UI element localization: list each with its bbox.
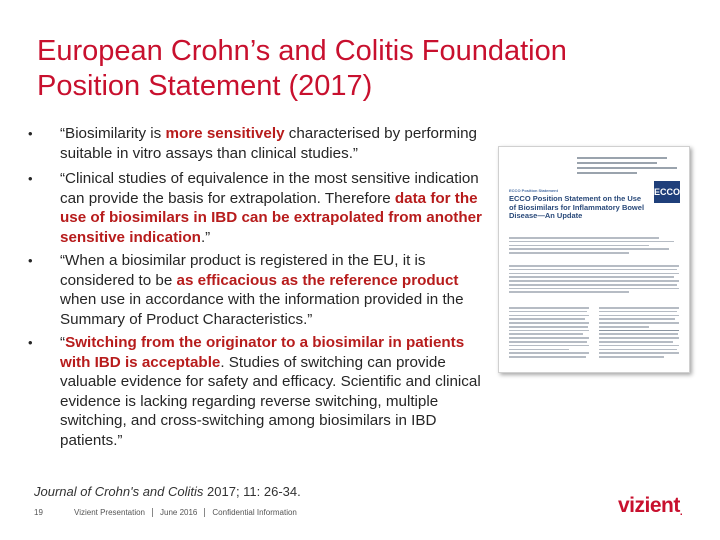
bullet-marker: • xyxy=(28,126,33,141)
article-title: ECCO Position Statement on the Use of Biosimilars for Inflammatory Bowel Disease—An Update xyxy=(509,194,645,220)
ecco-badge: ECCO xyxy=(654,181,680,203)
quote-2-text-a: “Clinical studies of equivalence in the most sensitive indication can provide the basis for extrapolation. Therefore xyxy=(60,170,479,207)
footer-date: June 2016 xyxy=(160,508,198,517)
citation-journal: Journal of Crohn's and Colitis xyxy=(34,484,204,499)
journal-header-lines xyxy=(577,157,677,177)
quote-item-1 xyxy=(28,124,498,163)
page-number: 19 xyxy=(34,508,43,517)
footer-presentation: Vizient Presentation xyxy=(74,508,146,517)
quote-2-text-b: .” xyxy=(200,228,211,246)
footer-confidentiality: Confidential Information xyxy=(212,508,297,517)
quote-3-text-b: when use in accordance with the information provided in the Summary of Product Characteristics.” xyxy=(60,291,464,328)
quote-1-highlight: more sensitively xyxy=(165,125,285,142)
article-abstract-lines xyxy=(509,265,679,295)
footer-divider xyxy=(152,508,153,517)
quote-3-text-a: “When a biosimilar product is registered in the EU, it is considered to be xyxy=(60,252,426,289)
logo-dot: . xyxy=(679,507,683,518)
journal-citation xyxy=(34,484,301,499)
quote-4-highlight: Switching from the originator to a biosimilar in patients with IBD is acceptable xyxy=(60,334,465,371)
article-section-label: ECCO Position Statement xyxy=(509,188,558,193)
footer-text xyxy=(74,508,297,517)
bullet-marker: • xyxy=(28,171,33,186)
quote-list xyxy=(28,124,498,450)
footer-divider xyxy=(204,508,205,517)
bullet-marker: • xyxy=(28,253,33,268)
article-column-left xyxy=(509,307,589,360)
quote-item-3 xyxy=(28,251,498,329)
citation-reference: 2017; 11: 26-34. xyxy=(203,484,301,499)
article-column-right xyxy=(599,307,679,360)
quote-3-highlight: as efficacious as the reference product xyxy=(176,271,459,289)
quote-item-2 xyxy=(28,169,498,247)
bullet-marker: • xyxy=(28,335,33,350)
slide-footer xyxy=(0,494,720,540)
quote-4-text-a: “ xyxy=(60,334,66,351)
quote-2-highlight: data for the use of biosimilars in IBD can be extrapolated from another sensitive indication xyxy=(60,189,482,246)
quote-item-4 xyxy=(28,333,498,450)
quote-1-text-a: “Biosimilarity is xyxy=(60,125,166,142)
quote-4-text-b: . Studies of switching can provide valuable evidence for safety and efficacy. Scientific and clinical evidence is lacking regarding reverse switching, multiple switching, and cross-switching among biosimilars in IBD patients.” xyxy=(60,353,481,449)
slide-title-line-2: Position Statement (2017) xyxy=(37,70,373,102)
logo-wordmark: vizient xyxy=(618,494,680,517)
journal-article-thumbnail xyxy=(498,146,690,373)
quote-1-text-b: characterised by performing suitable in vitro assays than clinical studies.” xyxy=(60,125,477,162)
slide-title xyxy=(37,34,677,104)
vizient-logo xyxy=(618,494,682,518)
article-authors-lines xyxy=(509,237,679,256)
slide-title-line-1: European Crohn’s and Colitis Foundation xyxy=(37,35,567,67)
